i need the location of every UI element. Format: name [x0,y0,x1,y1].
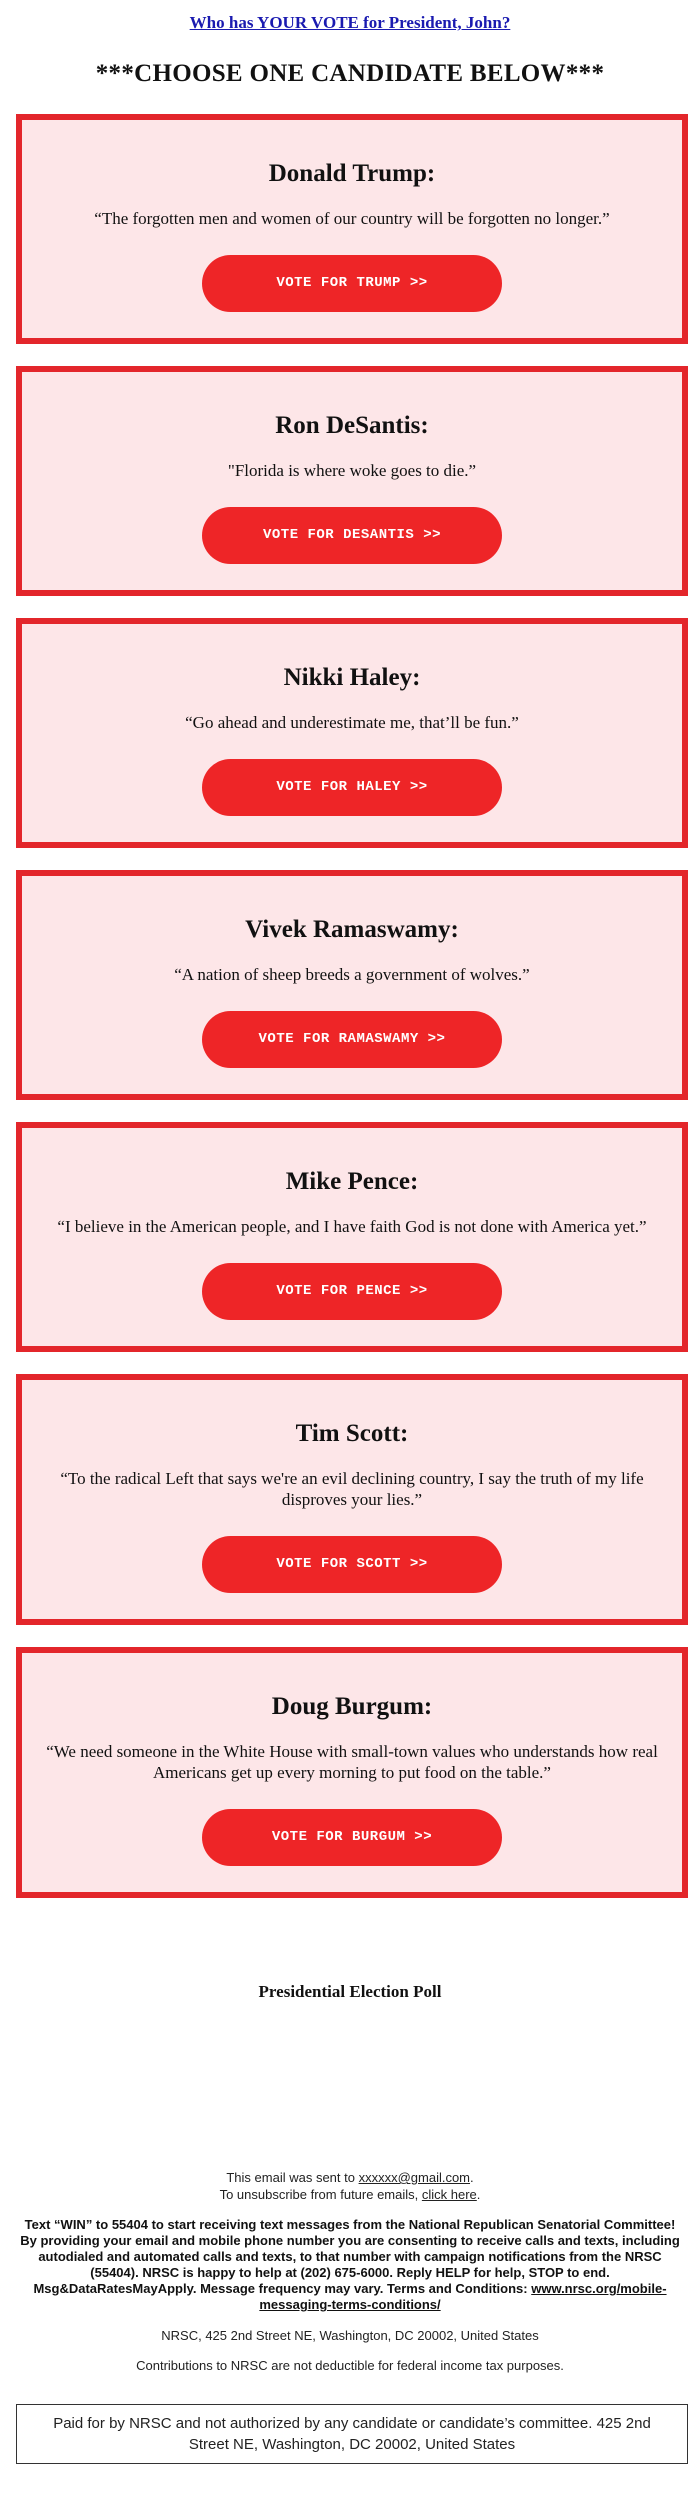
candidate-name: Tim Scott: [295,1420,409,1447]
terms-conditions-link[interactable]: www.nrsc.org/mobile-messaging-terms-conditions/ [259,2281,667,2312]
paid-for-disclaimer: Paid for by NRSC and not authorized by any candidate or candidate’s committee. 425 2nd Street NE, Washington, DC 20002, United States [16,2404,688,2464]
candidate-name: Ron DeSantis: [275,412,429,439]
sms-disclaimer-text: Text “WIN” to 55404 to start receiving text messages from the National Republican Senatorial Committee! By providing your email and mobile phone number you are consenting to receive calls and texts, including autodialed and automated calls and texts, to that number with campaign notifications from the NRSC (55404). NRSC is happy to help at (202) 675-6000. Reply HELP for help, STOP to end. Msg&DataRatesMayApply. Message frequency may vary. Terms and Conditions: [20,2217,680,2296]
vote-haley-button[interactable]: VOTE FOR HALEY >> [202,759,502,816]
candidate-card-desantis [16,366,688,596]
candidate-quote: “A nation of sheep breeds a government of wolves.” [174,965,530,984]
candidate-card-pence [16,1122,688,1352]
candidate-card-ramaswamy [16,870,688,1100]
unsubscribe-suffix: . [476,2187,481,2202]
candidate-name: Vivek Ramaswamy: [245,916,459,943]
candidate-quote: "Florida is where woke goes to die.” [227,461,477,480]
sent-to-suffix: . [470,2170,474,2185]
candidate-quote: “The forgotten men and women of our country will be forgotten no longer.” [94,209,610,228]
sent-to-line [20,2169,680,2186]
contributions-notice: Contributions to NRSC are not deductible for federal income tax purposes. [136,2358,564,2373]
email-footer [20,2169,680,2374]
candidate-name: Doug Burgum: [271,1693,433,1720]
vote-pence-button[interactable]: VOTE FOR PENCE >> [202,1263,502,1320]
candidate-quote: “I believe in the American people, and I have faith God is not done with America yet.” [57,1217,647,1236]
vote-desantis-button[interactable]: VOTE FOR DESANTIS >> [202,507,502,564]
vote-burgum-button[interactable]: VOTE FOR BURGUM >> [202,1809,502,1866]
candidate-card-scott [16,1374,688,1625]
candidate-card-burgum [16,1647,688,1898]
vote-trump-button[interactable]: VOTE FOR TRUMP >> [202,255,502,312]
candidate-list [16,114,688,1920]
unsubscribe-prefix: To unsubscribe from future emails, [219,2187,422,2202]
vote-scott-button[interactable]: VOTE FOR SCOTT >> [202,1536,502,1593]
candidate-name: Donald Trump: [268,160,436,187]
candidate-quote: “We need someone in the White House with small-town values who understands how real Americans get up every morning to put food on the table.” [46,1742,658,1782]
vote-header-link[interactable]: Who has YOUR VOTE for President, John? [189,13,511,32]
sent-to-prefix: This email was sent to [226,2170,359,2185]
unsubscribe-line [20,2186,680,2203]
header-link-container [0,13,700,33]
candidate-quote: “To the radical Left that says we're an evil declining country, I say the truth of my life disproves your lies.” [60,1469,644,1509]
poll-title: Presidential Election Poll [258,1982,442,2001]
candidate-name: Nikki Haley: [283,664,421,691]
candidate-quote: “Go ahead and underestimate me, that’ll be fun.” [185,713,519,732]
mailing-address: NRSC, 425 2nd Street NE, Washington, DC 20002, United States [161,2328,539,2343]
unsubscribe-link[interactable]: click here [421,2187,477,2202]
recipient-email-link[interactable]: xxxxxx@gmail.com [358,2170,471,2185]
candidate-card-trump [16,114,688,344]
candidate-card-haley [16,618,688,848]
vote-ramaswamy-button[interactable]: VOTE FOR RAMASWAMY >> [202,1011,502,1068]
sms-disclaimer [20,2217,680,2313]
candidate-name: Mike Pence: [285,1168,419,1195]
choose-heading: ***CHOOSE ONE CANDIDATE BELOW*** [95,60,605,87]
